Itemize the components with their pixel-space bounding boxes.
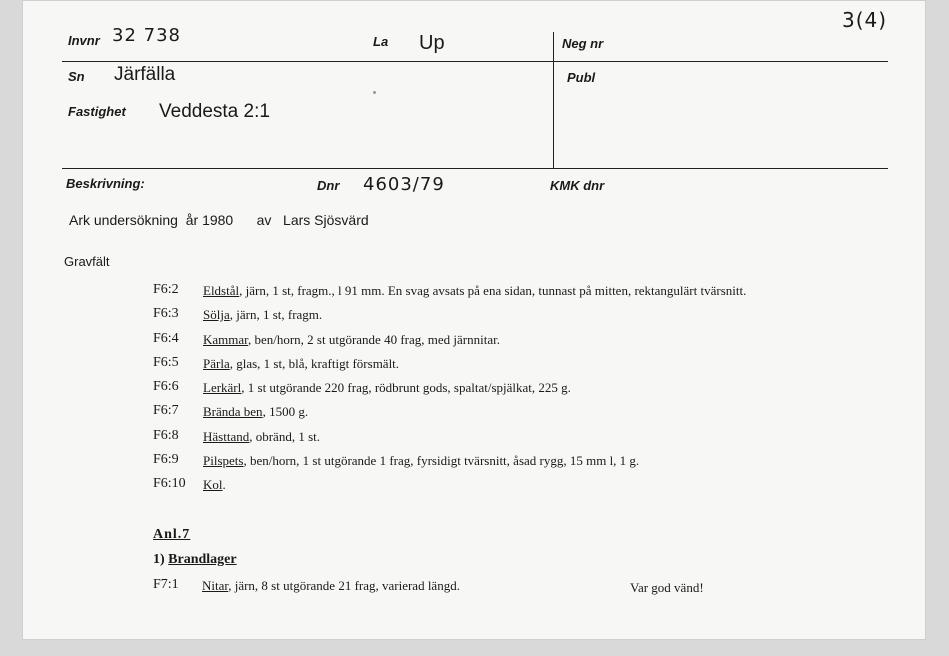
item-name: Eldstål	[203, 283, 240, 298]
item-name: Kammar	[203, 331, 248, 347]
anl-item-name: Nitar	[202, 578, 229, 593]
fastighet-value: Veddesta 2:1	[159, 101, 270, 122]
la-value: Up	[419, 32, 445, 54]
item-code: F6:4	[153, 330, 179, 346]
beskrivning-label: Beskrivning:	[66, 176, 145, 191]
la-label: La	[373, 34, 389, 49]
list-item	[153, 379, 853, 403]
kmk-label: KMK dnr	[550, 178, 605, 193]
item-text: , 1500 g.	[262, 404, 309, 420]
list-item	[153, 476, 853, 500]
list-item	[153, 403, 853, 427]
item-name: Lerkärl	[203, 380, 242, 396]
item-name: Kol	[203, 477, 223, 493]
dnr-value: 4603/79	[363, 174, 445, 195]
item-name: Sölja	[203, 307, 230, 323]
anl-section-name: Brandlager	[168, 552, 237, 567]
item-text: , ben/horn, 2 st utgörande 40 frag, med järnnitar.	[247, 331, 500, 347]
anl-item-code: F7:1	[153, 577, 179, 592]
survey-year-label: år	[185, 212, 199, 228]
divider-top	[62, 61, 888, 62]
item-text: , järn, 1 st, fragm., l 91 mm. En svag avsats på ena sidan, tunnast på mitten, rektangulärt tvärsnitt.	[239, 283, 747, 298]
item-name: Pärla	[203, 355, 230, 371]
divider-beskrivning	[62, 168, 888, 169]
anl-section-number: 1)	[153, 552, 165, 567]
list-item	[153, 355, 853, 379]
survey-by-label: av	[256, 212, 272, 228]
list-item	[153, 452, 853, 476]
sn-value: Järfälla	[114, 64, 176, 85]
item-text: , ben/horn, 1 st utgörande 1 frag, fyrsidigt tvärsnitt, åsad rygg, 15 mm l, 1 g.	[243, 453, 640, 469]
item-code: F6:6	[153, 379, 179, 395]
item-name: Brända ben	[203, 404, 263, 420]
list-item	[153, 282, 853, 306]
survey-by: Lars Sjösvärd	[283, 212, 369, 228]
item-code: F6:10	[153, 476, 186, 492]
item-name: Pilspets	[203, 453, 244, 469]
item-code: F6:3	[153, 306, 179, 322]
item-text: .	[222, 477, 226, 493]
item-text: , glas, 1 st, blå, kraftigt försmält.	[229, 355, 400, 371]
anl-section	[153, 552, 237, 568]
list-item	[153, 331, 853, 355]
invnr-label: Invnr	[68, 33, 100, 48]
negnr-label: Neg nr	[562, 36, 604, 51]
catalog-card	[22, 0, 926, 640]
survey-year: 1980	[202, 212, 234, 228]
item-text: , järn, 1 st, fragm.	[229, 307, 323, 323]
anl-item	[202, 578, 460, 594]
item-text: , 1 st utgörande 220 frag, rödbrunt gods, spaltat/spjälkat, 225 g.	[241, 380, 571, 396]
find-list	[153, 282, 853, 501]
invnr-value: 32 738	[112, 25, 181, 46]
item-code: F6:9	[153, 452, 179, 468]
speck	[373, 91, 376, 94]
item-code: F6:2	[153, 282, 179, 297]
item-text: , obränd, 1 st.	[249, 428, 320, 444]
anl-title: Anl.7	[153, 527, 191, 542]
site-type: Gravfält	[64, 254, 110, 269]
corner-note: 3(4)	[842, 8, 888, 32]
item-code: F6:8	[153, 427, 179, 443]
item-code: F6:5	[153, 354, 179, 370]
item-name: Hästtand	[203, 428, 250, 444]
anl-item-text: , järn, 8 st utgörande 21 frag, varierad längd.	[228, 578, 460, 593]
fastighet-label: Fastighet	[68, 104, 126, 119]
turn-over-note: Var god vänd!	[630, 580, 704, 595]
publ-label: Publ	[567, 70, 596, 85]
list-item	[153, 306, 853, 330]
dnr-label: Dnr	[317, 178, 340, 193]
sn-label: Sn	[68, 69, 85, 84]
item-code: F6:7	[153, 403, 179, 419]
divider-vertical	[553, 32, 554, 169]
survey-line	[69, 212, 369, 228]
list-item	[153, 428, 853, 452]
survey-text: Ark undersökning	[69, 212, 178, 228]
